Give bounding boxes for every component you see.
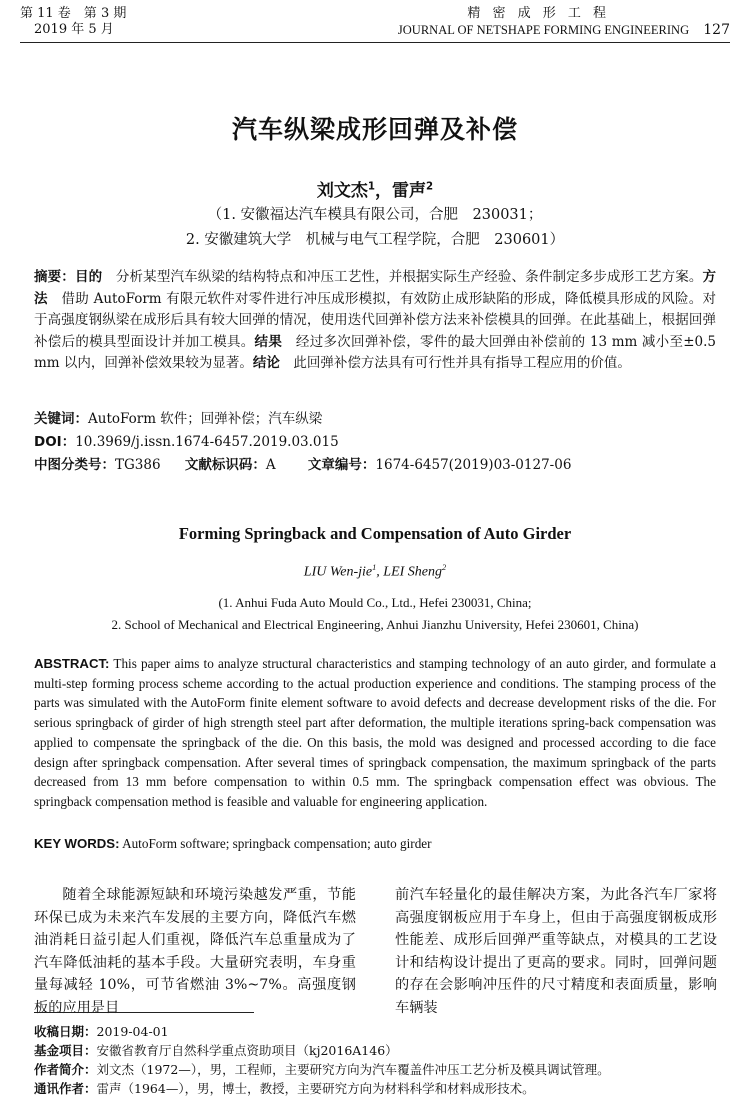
footnote-received [34, 1022, 610, 1041]
affiliation-en-1: (1. Anhui Fuda Auto Mould Co., Ltd., Hefei 230031, China; [218, 595, 532, 610]
purpose-text: 分析某型汽车纵梁的结构特点和冲压工艺性，并根据实际生产经验、条件制定多步成形工艺方案。 [115, 269, 703, 285]
article-no-value: 1674-6457(2019)03-0127-06 [375, 457, 572, 473]
clc-value: TG386 [115, 457, 161, 473]
result-label: 结果 [254, 333, 283, 350]
body-column-left: 随着全球能源短缺和环境污染越发严重，节能环保已成为未来汽车发展的主要方向，降低汽车燃油消耗日益引起人们重视，降低汽车总重量成为了汽车降低油耗的基本手段。大量研究表明，车身重量每减轻 10%，可节省燃油 3%~7%。高强度钢板的应用是目 [34, 887, 356, 1016]
conclusion-text: 此回弹补偿方法具有可行性并具有指导工程应用的价值。 [293, 355, 631, 371]
footnote-author-bio [34, 1060, 610, 1079]
purpose-label: 目的 [74, 269, 103, 285]
journal-name-en: JOURNAL OF NETSHAPE FORMING ENGINEERING [397, 23, 690, 37]
keywords-cn-label: 关键词： [34, 411, 88, 427]
doc-code-label: 文献标识码： [184, 457, 266, 473]
affiliation-cn-2: 2. 安徽建筑大学 机械与电气工程学院，合肥 230601） [185, 232, 565, 248]
volume-issue: 第 11 卷 第 3 期 [20, 6, 127, 21]
affiliations-en [0, 592, 750, 636]
keywords-en-label: KEY WORDS: [34, 836, 120, 851]
keywords-cn-value: AutoForm 软件；回弹补偿；汽车纵梁 [88, 411, 323, 427]
method-text: 借助 AutoForm 有限元软件对零件进行冲压成形模拟，有效防止成形缺陷的形成，降低模具形成的风险。对于高强度钢纵梁在成形后具有较大回弹的情况，使用迭代回弹补偿方法来补偿模具的回弹。在此基础上，根据回弹补偿后的模具型面设计并加工模具。 [34, 290, 717, 350]
author-separator: ， [375, 181, 392, 201]
footnote-corresponding-value: 雷声（1964—），男，博士，教授，主要研究方向为材料科学和材料成形技术。 [96, 1081, 535, 1096]
footnote-bio-value: 刘文杰（1972—），男，工程师，主要研究方向为汽车覆盖件冲压工艺分析及模具调试管理。 [96, 1062, 610, 1077]
doc-code-value: A [265, 457, 276, 473]
footnotes [34, 1022, 610, 1098]
footnote-bio-label: 作者简介： [34, 1062, 97, 1077]
running-header-left [20, 6, 126, 38]
author-1-en-affil-mark: 1 [372, 563, 377, 572]
abstract-en-label: ABSTRACT: [34, 656, 110, 671]
conclusion-label: 结论 [252, 355, 280, 371]
page-number: 127 [703, 22, 730, 38]
author-1-en: LIU Wen-jie [303, 564, 373, 580]
article-no-label: 文章编号： [307, 457, 376, 473]
article-title-cn: 汽车纵梁成形回弹及补偿 [231, 115, 518, 144]
author-2-affil-mark: 2 [426, 181, 434, 193]
keywords-cn [34, 409, 322, 430]
abstract-cn-label: 摘要： [34, 269, 75, 285]
keywords-en-value: AutoForm software; springback compensation; auto girder [122, 836, 432, 851]
author-2-en: LEI Sheng [383, 564, 443, 580]
result-text: 经过多次回弹补偿，零件的最大回弹由补偿前的 13 mm 减小至±0.5 mm 以内，回弹补偿效果较为显著。 [34, 333, 717, 371]
authors-cn [0, 176, 750, 201]
affiliations-cn [0, 203, 750, 253]
author-2-cn: 雷声 [392, 181, 426, 201]
footnote-funding [34, 1041, 610, 1060]
footnote-corresponding [34, 1079, 610, 1098]
footnote-funding-label: 基金项目： [34, 1043, 97, 1058]
abstract-cn [34, 267, 716, 375]
issue-date: 2019 年 5 月 [34, 22, 114, 37]
doi-label: DOI： [34, 434, 76, 450]
body-column-right: 前汽车轻量化的最佳解决方案，为此各汽车厂家将高强度钢板应用于车身上，但由于高强度钢板成形性能差、成形后回弹严重等缺点，对模具的工艺设计和结构设计提出了更高的要求。同时，回弹问题的存在会影响冲压件的尺寸精度和表面质量，影响车辆装 [395, 887, 717, 1016]
article-title-en: Forming Springback and Compensation of Auto Girder [178, 524, 572, 543]
footnote-rule [34, 1012, 254, 1013]
doi-line [34, 432, 339, 453]
author-2-en-affil-mark: 2 [442, 563, 447, 572]
footnote-corresponding-label: 通讯作者： [34, 1081, 97, 1096]
footnote-received-label: 收稿日期： [34, 1024, 97, 1039]
running-header-right [398, 6, 730, 39]
method-label: 方法 [34, 269, 717, 307]
author-1-affil-mark: 1 [367, 181, 375, 193]
authors-en [0, 563, 750, 581]
abstract-en-text: This paper aims to analyze structural characteristics and stamping technology of an auto girder, and formulate a multi-step forming process scheme according to the actual production experience and conditions. The stamping process of the parts was simulated with the AutoForm finite element software to avoid defects and decrease development risks of the die. For serious springback of girder of high strength steel part after deformation, the multiple iterations spring-back compensation was applied to compensate the springback of the die. On this basis, the mold was designed and processed according to die face design after springback compensation. After several times of springback compensation, the maximum springback of the parts decreased from 13 mm before compensation to within 0.5 mm. The springback compensation effect was obvious. The springback compensation method is feasible and valuable for engineering application. [34, 656, 716, 809]
abstract-en [34, 654, 716, 812]
author-1-cn: 刘文杰 [316, 181, 368, 201]
classification-line [34, 455, 571, 476]
author-en-separator: , [376, 564, 384, 580]
affiliation-cn-1: （1. 安徽福达汽车模具有限公司，合肥 230031； [207, 207, 543, 223]
journal-name-cn: 精 密 成 形 工 程 [467, 6, 610, 21]
affiliation-en-2: 2. School of Mechanical and Electrical Engineering, Anhui Jianzhu University, Hefei 230601, China) [111, 617, 639, 632]
doi-value: 10.3969/j.issn.1674-6457.2019.03.015 [75, 434, 339, 450]
footnote-received-value: 2019-04-01 [96, 1024, 169, 1039]
footnote-funding-value: 安徽省教育厅自然科学重点资助项目（kj2016A146） [96, 1043, 398, 1058]
clc-label: 中图分类号： [34, 457, 115, 473]
header-rule [20, 42, 730, 43]
keywords-en [34, 836, 432, 852]
